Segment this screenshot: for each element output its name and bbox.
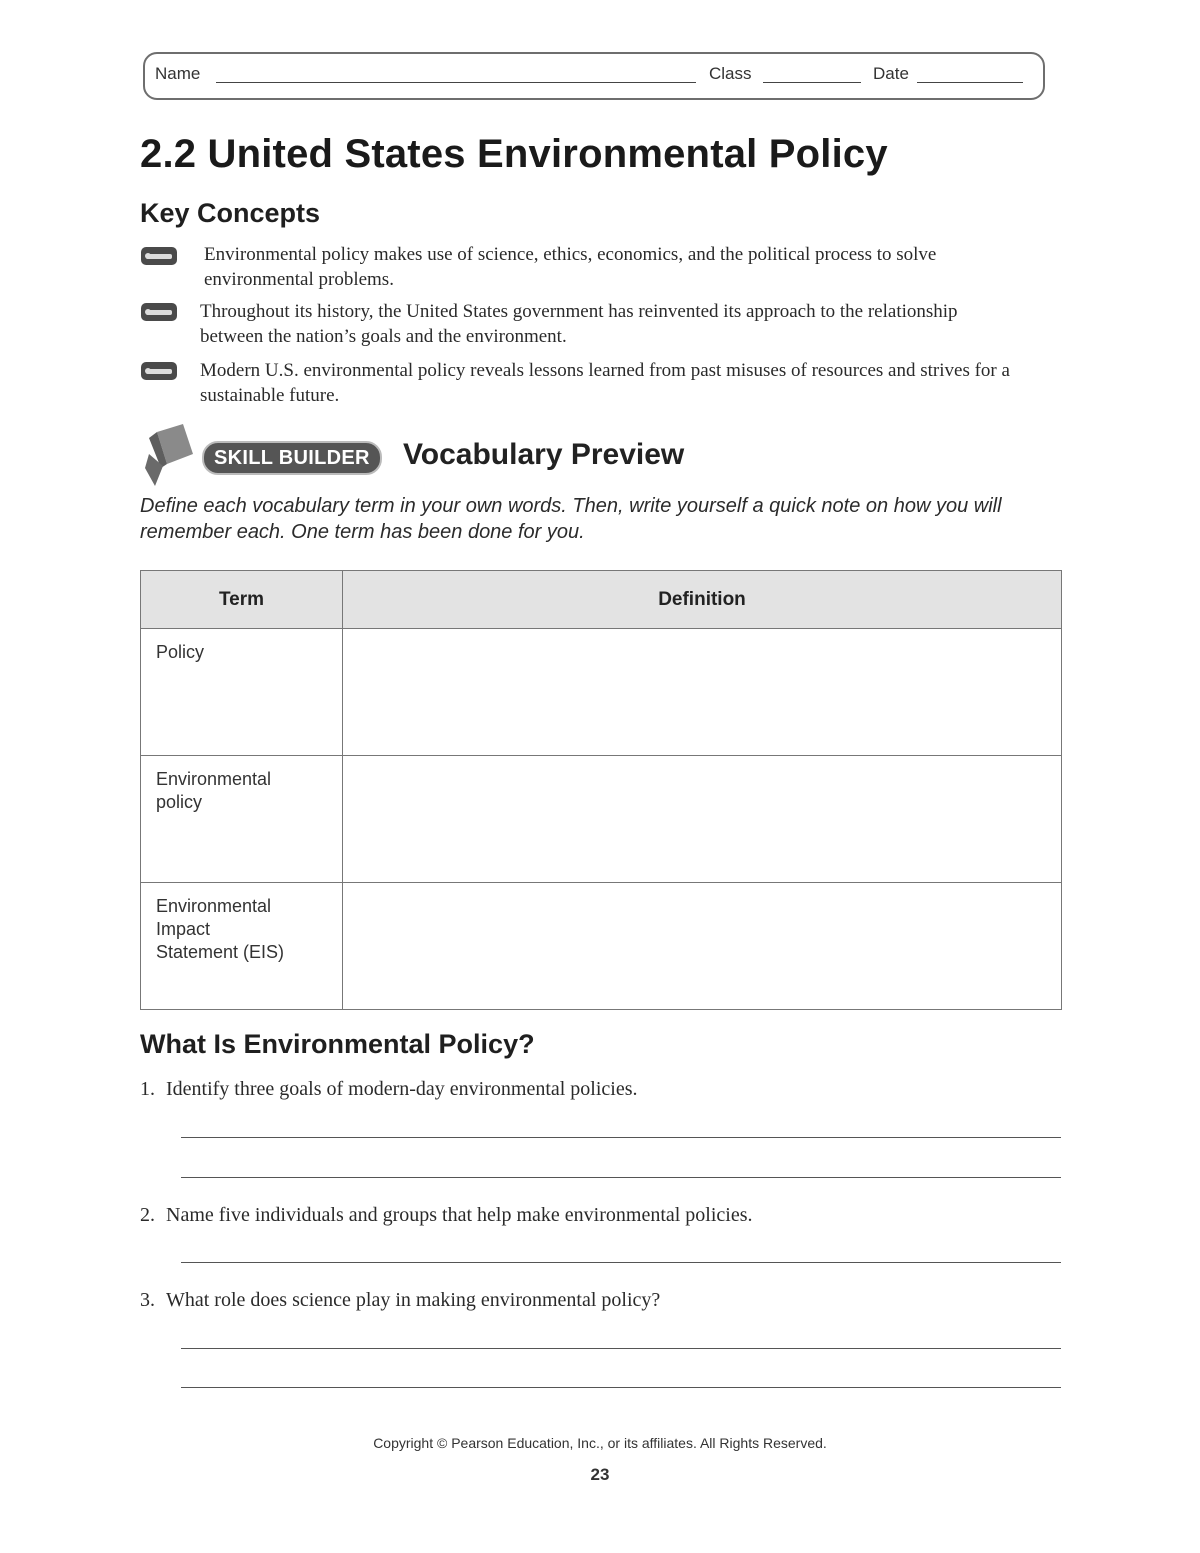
answer-line[interactable]	[181, 1177, 1061, 1178]
key-icon	[140, 302, 178, 322]
definition-cell[interactable]	[343, 629, 1062, 756]
key-concept-2: Throughout its history, the United States government has reinvented its approach to the relationship between the nation’s goals and the environment.	[200, 301, 958, 347]
name-field[interactable]	[216, 82, 696, 83]
question-3	[140, 1289, 660, 1312]
table-row	[141, 756, 1062, 883]
key-icon	[140, 361, 178, 381]
term-cell: Environmental policy	[141, 756, 343, 883]
definition-cell[interactable]	[343, 883, 1062, 1010]
pencil-icon	[143, 424, 195, 490]
answer-line[interactable]	[181, 1387, 1061, 1388]
key-concepts-heading: Key Concepts	[140, 198, 321, 228]
definition-column-header: Definition	[343, 571, 1062, 629]
date-field[interactable]	[917, 82, 1023, 83]
name-label: Name	[155, 64, 201, 83]
definition-cell[interactable]	[343, 756, 1062, 883]
table-row	[141, 629, 1062, 756]
question-text: Identify three goals of modern-day environmental policies.	[166, 1078, 638, 1100]
term-cell: Policy	[141, 629, 343, 756]
instructions: Define each vocabulary term in your own words. Then, write yourself a quick note on how you will remember each. One term has been done for you.	[140, 495, 1002, 543]
question-number: 3.	[140, 1289, 155, 1311]
key-concept-1: Environmental policy makes use of science, ethics, economics, and the political process to solve environmental problems.	[204, 244, 937, 290]
question-text: What role does science play in making environmental policy?	[166, 1289, 661, 1311]
copyright-notice: Copyright © Pearson Education, Inc., or its affiliates. All Rights Reserved.	[373, 1435, 827, 1451]
class-field[interactable]	[763, 82, 861, 83]
class-label: Class	[709, 64, 752, 83]
vocabulary-table	[140, 570, 1062, 1010]
skill-builder-badge: SKILL BUILDER	[202, 441, 382, 475]
vocabulary-preview-heading: Vocabulary Preview	[403, 438, 685, 471]
table-header-row	[141, 571, 1062, 629]
question-number: 1.	[140, 1078, 155, 1100]
question-2	[140, 1204, 753, 1227]
page-title: 2.2 United States Environmental Policy	[140, 132, 888, 176]
date-label: Date	[873, 64, 909, 83]
key-icon	[140, 246, 178, 266]
question-1	[140, 1078, 638, 1101]
term-column-header: Term	[141, 571, 343, 629]
page-number: 23	[590, 1465, 610, 1484]
answer-line[interactable]	[181, 1262, 1061, 1263]
answer-line[interactable]	[181, 1137, 1061, 1138]
question-text: Name five individuals and groups that help make environmental policies.	[166, 1204, 753, 1226]
question-number: 2.	[140, 1204, 155, 1226]
header-box	[143, 52, 1045, 100]
term-cell: Environmental Impact Statement (EIS)	[141, 883, 343, 1010]
table-row	[141, 883, 1062, 1010]
answer-line[interactable]	[181, 1348, 1061, 1349]
section-heading: What Is Environmental Policy?	[140, 1029, 535, 1059]
key-concept-3: Modern U.S. environmental policy reveals lessons learned from past misuses of resources and strives for a sustainable future.	[200, 360, 1010, 406]
